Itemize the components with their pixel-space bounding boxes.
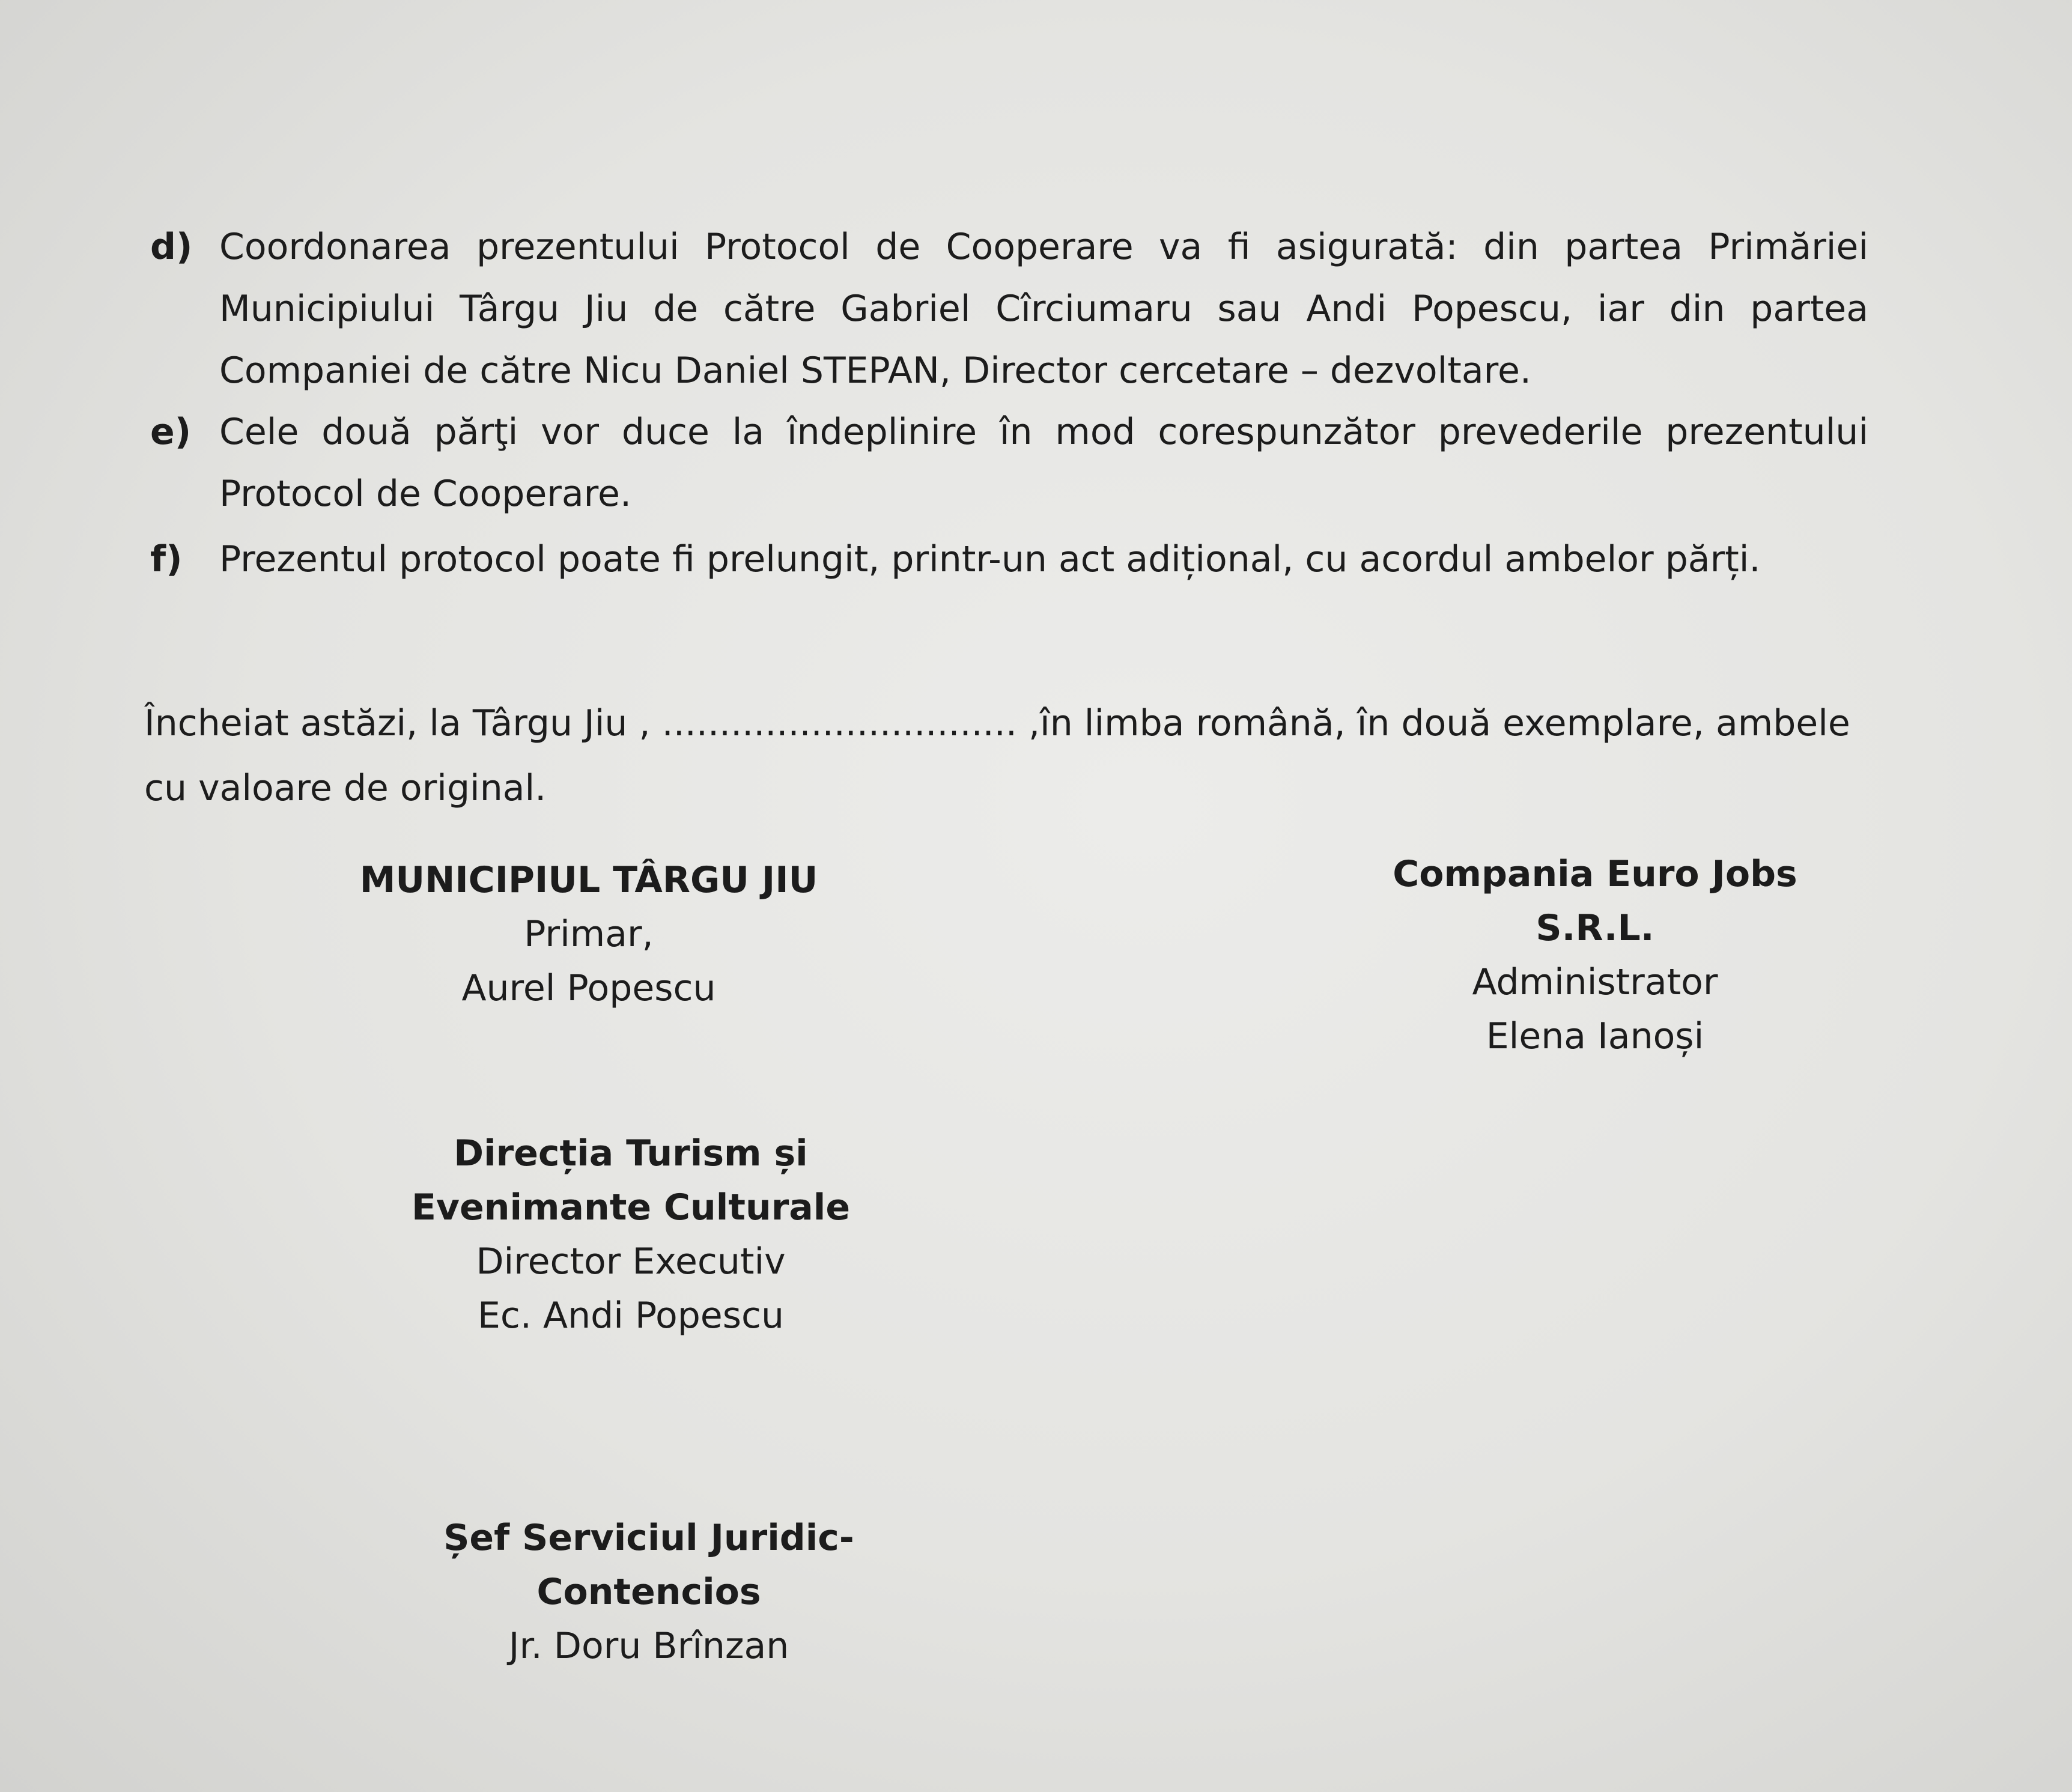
signature-block-juridic (336, 1511, 961, 1673)
clause-letter: d) (150, 226, 193, 268)
signature-name: Ec. Andi Popescu (478, 1295, 784, 1337)
signature-org: MUNICIPIUL TÂRGU JIU (359, 859, 818, 901)
clause-letter: f) (150, 538, 183, 580)
signature-name: Elena Ianoși (1486, 1015, 1704, 1057)
clause-d (150, 216, 1868, 402)
signature-block-municipiu (336, 853, 841, 1015)
signature-role: Primar, (524, 913, 654, 955)
signature-org-line1: Direcția Turism și (454, 1132, 808, 1174)
signature-role: Director Executiv (476, 1241, 786, 1283)
signature-name: Aurel Popescu (461, 967, 716, 1009)
signature-block-directia (360, 1126, 901, 1343)
closing-paragraph: Încheiat astăzi, la Târgu Jiu , ............................... ,în limba română, în două exemplare, ambele cu valoare de original. (144, 702, 1850, 809)
signature-org-line2: Evenimante Culturale (411, 1186, 851, 1229)
clause-text: Cele două părţi vor duce la îndeplinire în mod corespunzător prevederile prezentului Protocol de Cooperare. (219, 411, 1868, 515)
clause-f (150, 529, 1868, 591)
clause-e (150, 401, 1868, 525)
clause-text: Prezentul protocol poate fi prelungit, printr-un act adițional, cu acordul ambelor părți. (219, 538, 1761, 580)
signature-role: Administrator (1472, 961, 1718, 1003)
signature-org: Șef Serviciul Juridic-Contencios (443, 1517, 854, 1613)
signature-name: Jr. Doru Brînzan (508, 1625, 789, 1667)
signature-org: Compania Euro Jobs S.R.L. (1393, 853, 1797, 949)
clause-text: Coordonarea prezentului Protocol de Cooperare va fi asigurată: din partea Primăriei Municipiului Târgu Jiu de către Gabriel Cîrciumaru sau Andi Popescu, iar din partea Companiei de către Nicu Daniel STEPAN, Director cercetare – dezvoltare. (219, 226, 1868, 392)
signature-block-compania (1340, 847, 1850, 1063)
clause-letter: e) (150, 411, 192, 453)
